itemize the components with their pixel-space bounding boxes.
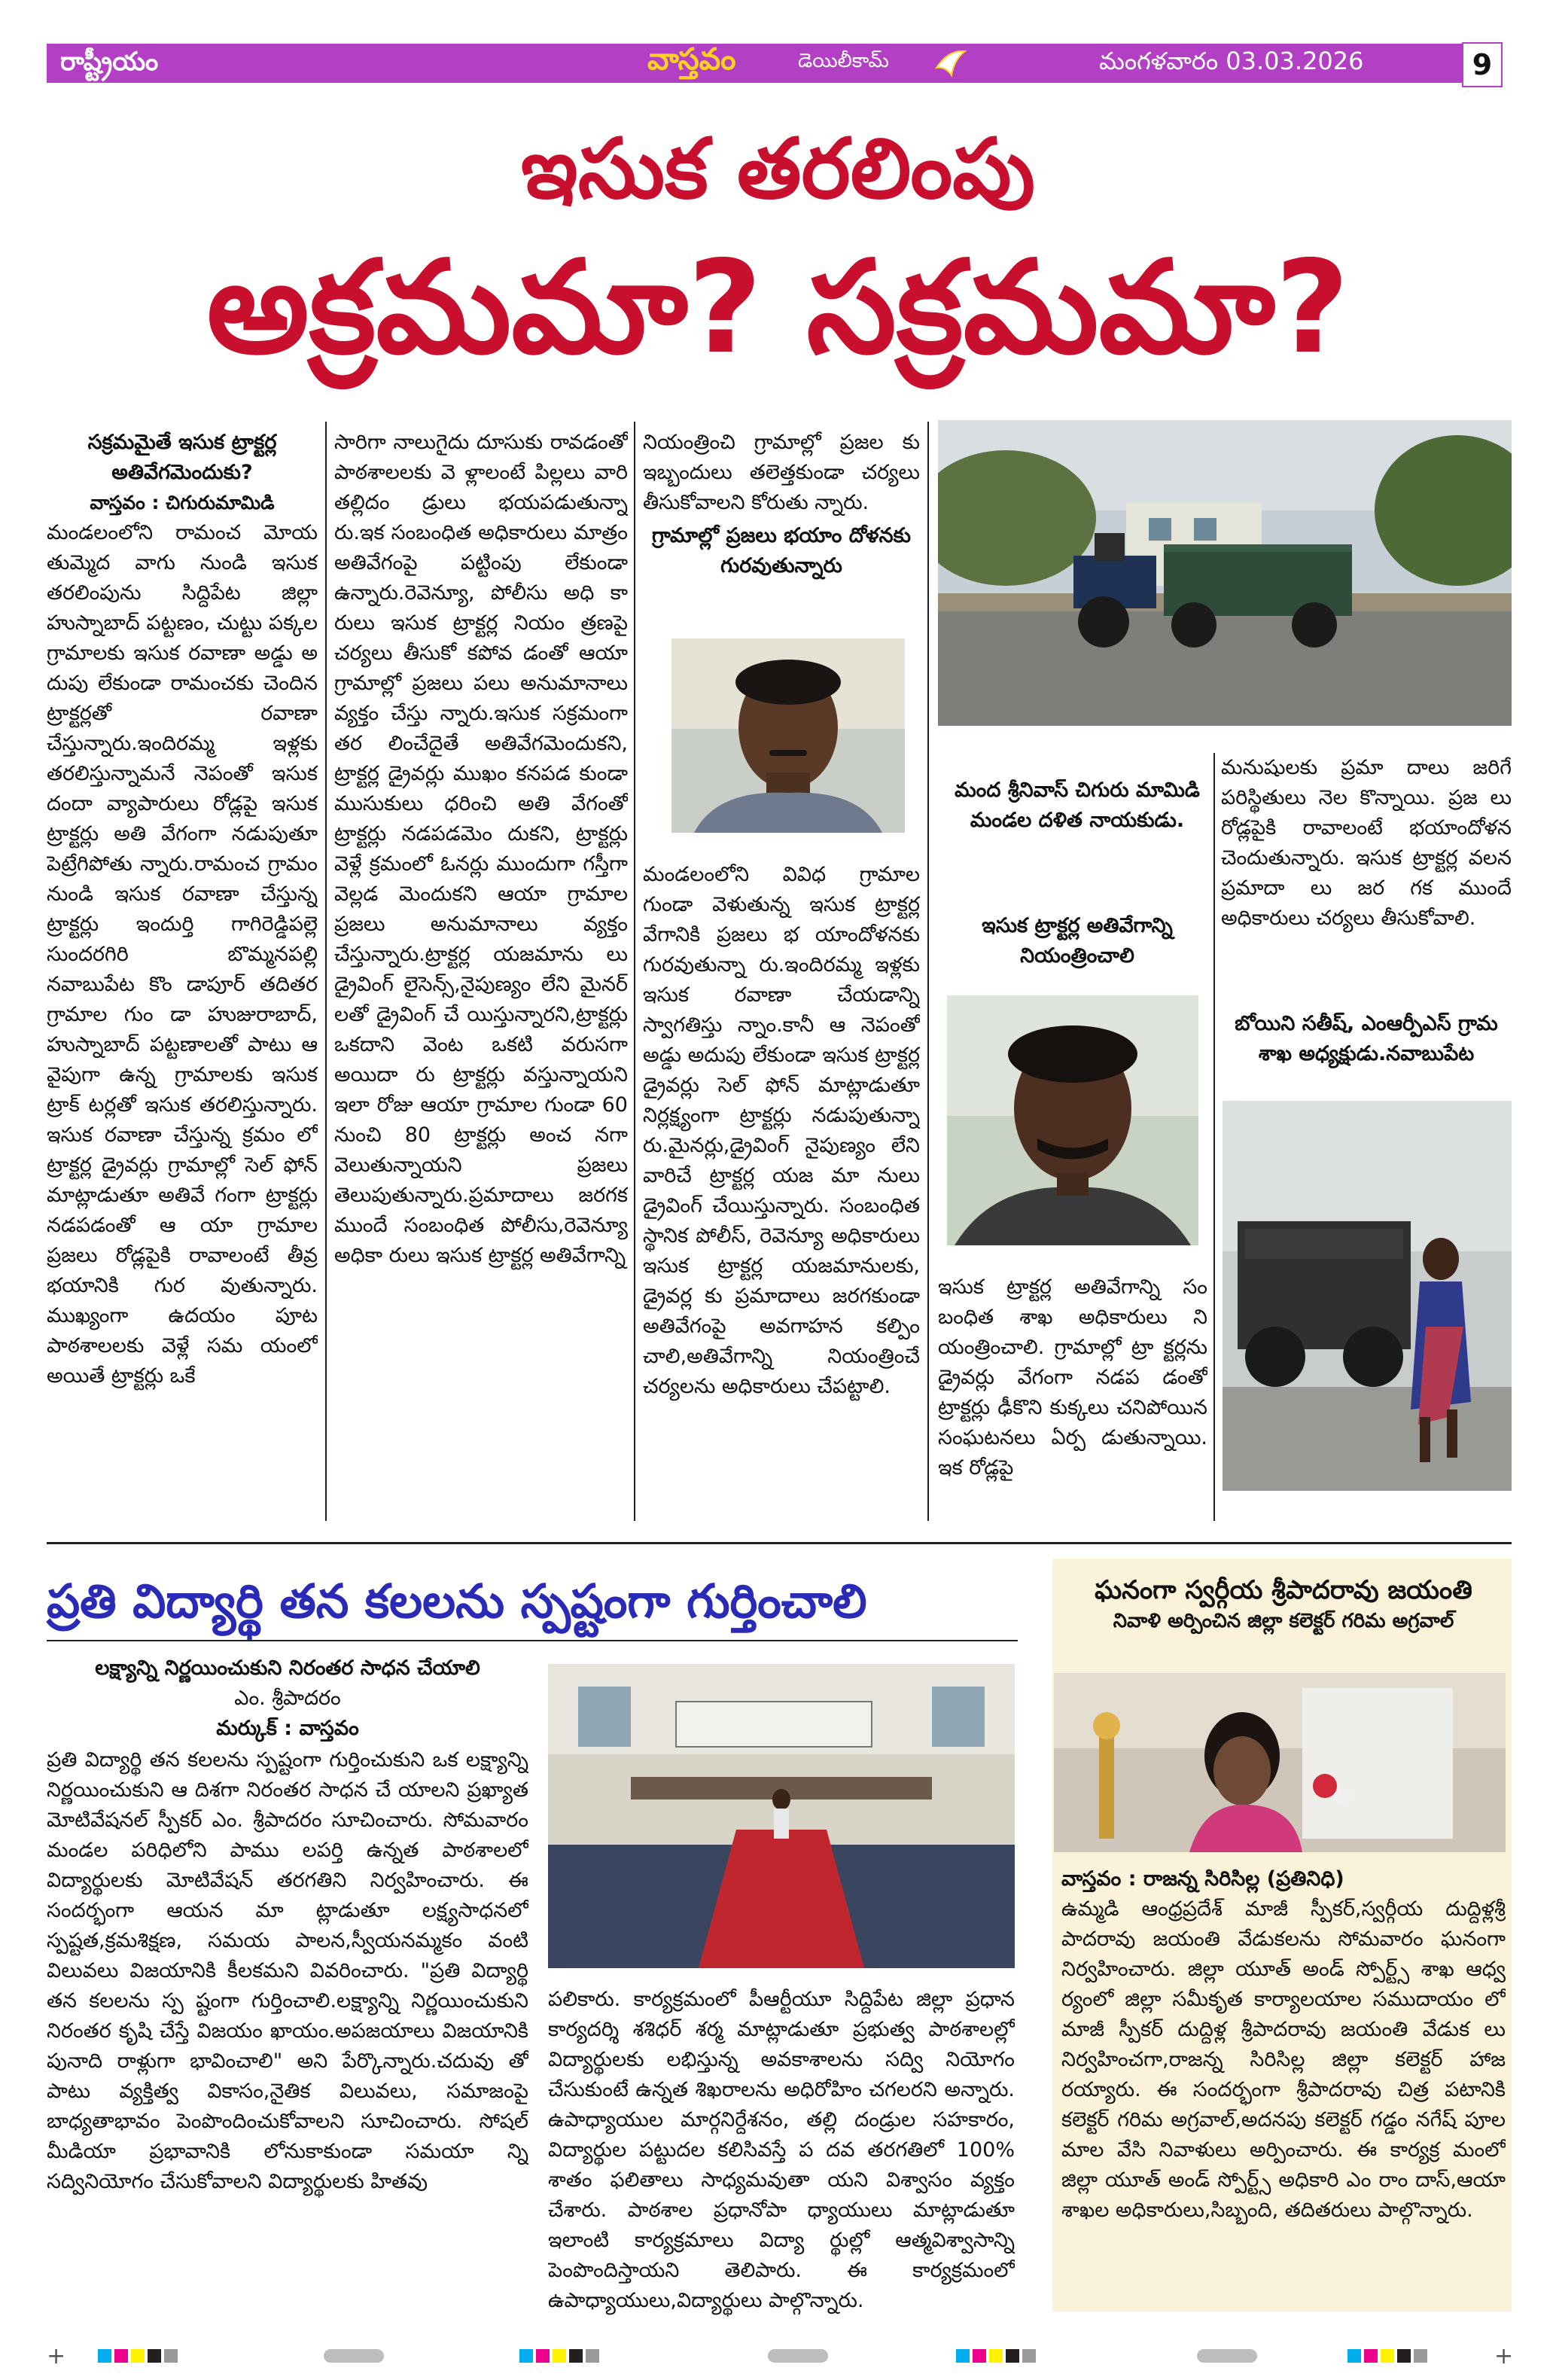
photo-srinivas-caption: మంద శ్రీనివాస్ చిగురు మామిడి మండల దళిత నాయకుడు. bbox=[955, 779, 1200, 832]
story2-dateline: మర్కుక్ : వాస్తవం bbox=[216, 1717, 359, 1740]
main-column-1 bbox=[47, 428, 318, 1512]
column-3-top-text: నియంత్రించి గ్రామాల్లో ప్రజల కు ఇబ్బందులు తలెత్తకుండా చర్యలు తీసుకోవాలని కోరుతు న్నారు. bbox=[643, 431, 920, 514]
main-column-3-bottom bbox=[643, 860, 920, 1522]
story3-dateline: వాస్తవం : రాజన్న సిరిసిల్ల (ప్రతినిధి) bbox=[1061, 1867, 1344, 1891]
section-divider bbox=[47, 1542, 1512, 1544]
story2-subhead: లక్ష్యాన్ని నిర్ణయించుకుని నిరంతర సాధన చేయాలి bbox=[95, 1656, 480, 1680]
column-3-bottom-text: మండలంలోని వివిధ గ్రామాల గుండా వెళుతున్న ఇసుక ట్రాక్టర్ల వేగానికి ప్రజలు భ యాందోళనకు గురవుతున్నా రు.ఇందిరమ్మ ఇళ్లకు ఇసుక రవాణా చేయడాన్ని స్వాగతిస్తు న్నాం.కానీ ఆ నెపంతో అడ్డు అదుపు లేకుండా ఇసుక ట్రాక్టర్ల డ్రైవర్లు సెల్ ఫోన్ మాట్లాడుతూ నిర్లక్ష్యంగా ట్రాక్టర్లు నడుపుతున్నా రు.మైనర్లు,డ్రైవింగ్ నైపుణ్యం లేని వారిచే ట్రాక్టర్ల యజ మా నులు డ్రైవింగ్ చేయిస్తున్నారు. సంబంధిత స్థానిక పోలీస్, రెవెన్యూ అధికారులు ఇసుక ట్రాక్టర్ల యజమానులకు, డ్రైవర్ల కు ప్రమాదాలు జరగకుండా అతివేగంపై అవగాహన కల్పిం చాలి,అతివేగాన్ని నియంత్రించే చర్యలను అధికారులు చేపట్టాలి. bbox=[643, 863, 920, 1398]
column-divider bbox=[325, 422, 327, 1521]
photo-tractor-road bbox=[938, 420, 1512, 726]
photo-collector-tribute bbox=[1054, 1673, 1506, 1852]
main-column-2 bbox=[334, 428, 628, 1512]
story2-column-1 bbox=[47, 1745, 528, 2333]
story3-text: ఉమ్మడి ఆంధ్రప్రదేశ్ మాజీ స్పీకర్,స్వర్గీయ దుద్దిళ్లశ్రీ పాదరావు జయంతి వేడుకలను సోమవారం ఘనంగా నిర్వహించారు. జిల్లా యూత్ అండ్ స్పోర్ట్స్ శాఖ ఆధ్వ ర్యంలో జిల్లా సమీకృత కార్యాలయాల సముదాయం లో మాజీ స్పీకర్ దుద్దిళ్ల శ్రీపాదరావు జయంతి వేడుక లు నిర్వహించగా,రాజన్న సిరిసిల్ల జిల్లా కలెక్టర్ హాజ రయ్యారు. ఈ సందర్భంగా శ్రీపాదరావు చిత్ర పటానికి కలెక్టర్ గరిమ అగ్రవాల్,అదనపు కలెక్టర్ గడ్డం నగేష్ పూల మాల వేసి నివాళులు అర్పించారు. ఈ కార్యక్ర మంలో జిల్లా యూత్ అండ్ స్పోర్ట్స్ అధికారి ఎం రాం దాస్,ఆయా శాఖల అధికారులు,సిబ్బంది, తదితరులు పాల్గొన్నారు. bbox=[1061, 1897, 1506, 2222]
column-4-text: ఇసుక ట్రాక్టర్ల అతివేగాన్ని సం బంధిత శాఖ అధికారులు ని యంత్రించాలి. గ్రామాల్లో ట్రా క్టర్లను డ్రైవర్లు వేగంగా నడప డంతో ట్రాక్టర్లు ఢీకొని కుక్కలు చనిపోయిన సంఘటనలు ఏర్ప డుతున్నాయి. ఇక రోడ్లపై bbox=[938, 1275, 1207, 1480]
story2-column-2 bbox=[548, 1985, 1015, 2331]
column-divider bbox=[634, 422, 635, 1521]
column-4-subhead: ఇసుక ట్రాక్టర్ల అతివేగాన్ని నియంత్రించాలి bbox=[982, 914, 1173, 968]
headline-underline bbox=[47, 1640, 1018, 1641]
main-column-3-top bbox=[643, 428, 920, 593]
column-1-text: మండలంలోని రామంచ మోయ తుమ్మెద వాగు నుండి ఇసుక తరలింపును సిద్దిపేట జిల్లా హుస్నాబాద్ పట్టణం, చుట్టు పక్కల గ్రామాలకు ఇసుక రవాణా అడ్డు అ దుపు లేకుండా రామంచకు చెందిన ట్రాక్టర్లతో రవాణా చేస్తున్నారు.ఇందిరమ్మ ఇళ్లకు తరలిస్తున్నామనే నెపంతో ఇసుక దందా వ్యాపారులు రోడ్లపై ఇసుక ట్రాక్టర్లు అతి వేగంగా నడుపుతూ పెట్రేగిపోతు న్నారు.రామంచ గ్రామం నుండి ఇసుక రవాణా చేస్తున్న ట్రాక్టర్లు ఇందుర్తి గాగిరెడ్డిపల్లె సుందరగిరి బొమ్మనపల్లి నవాబుపేట కొం డాపూర్ తదితర గ్రామాల గుం డా హుజురాబాద్, హుస్నాబాద్ పట్టణాలతో పాటు ఆ వైపుగా ఉన్న గ్రామాలకు ఇసుక ట్రాక్ టర్లతో ఇసుక తరలిస్తున్నారు. ఇసుక రవాణా చేస్తున్న క్రమం లో ట్రాక్టర్ల డ్రైవర్లు గ్రామాల్లో సెల్ ఫోన్ మాట్లాడుతూ అతివే గంగా ట్రాక్టర్లు నడపడంతో ఆ యా గ్రామాల ప్రజలు రోడ్లపైకి రావాలంటే తీవ్ర భయానికి గుర వుతున్నారు. ముఖ్యంగా ఉదయం పూట పాఠశాలలకు వెళ్లే సమ యంలో అయితే ట్రాక్టర్లు ఒకే bbox=[47, 521, 318, 1388]
bird-logo-icon bbox=[933, 45, 968, 80]
page-number: 9 bbox=[1462, 42, 1503, 87]
column-1-subhead: సక్రమమైతే ఇసుక ట్రాక్టర్ల అతివేగమెందుకు? bbox=[87, 431, 277, 484]
story3-body bbox=[1061, 1864, 1506, 2308]
registration-mark-icon: + bbox=[47, 2343, 66, 2369]
section-label: రాష్ట్రీయం bbox=[60, 47, 159, 77]
photo-classroom-event bbox=[548, 1664, 1015, 1968]
story2-speaker: ఎం. శ్రీపాదరం bbox=[234, 1687, 341, 1710]
dateline: వాస్తవం : చిగురుమామిడి bbox=[90, 492, 275, 513]
color-calibration-strip bbox=[98, 2349, 1468, 2363]
story3-subhead: నివాళి అర్పించిన జిల్లా కలెక్టర్ గరిమ అగ్రవాల్ bbox=[1113, 1610, 1454, 1632]
person-portrait-icon bbox=[947, 995, 1198, 1245]
column-2-text: సారిగా నాలుగైదు దూసుకు రావడంతో పాఠశాలలకు వె ళ్లాలంటే పిల్లలు వారి తల్లిదం డ్రులు భయపడుతున్నా రు.ఇక సంబంధిత అధికారులు మాత్రం అతివేగంపై పట్టింపు లేకుండా ఉన్నారు.రెవెన్యూ, పోలీసు అధి కా రులు ఇసుక ట్రాక్టర్ల నియం త్రణపై చర్యలు తీసుకో కపోవ డంతో ఆయా గ్రామాల్లో ప్రజలు పలు అనుమానాలు వ్యక్తం చేస్తు న్నారు.ఇసుక సక్రమంగా తర లించేదైతే అతివేగమెందుకని, ట్రాక్టర్ల డ్రైవర్లు ముఖం కనపడ కుండా ముసుకులు ధరించి అతి వేగంతో ట్రాక్టర్లు నడపడమెం దుకని, ట్రాక్టర్లు వెళ్లే క్రమంలో ఓనర్లు ముందుగా గస్తీగా వెల్లడ మెందుకని ఆయా గ్రామాల ప్రజలు అనుమానాలు వ్యక్తం చేస్తున్నారు.ట్రాక్టర్ల యజమాను లు డ్రైవింగ్ లైసెన్స్,నైపుణ్యం లేని మైనర్ లతో డ్రైవింగ్ చే యిస్తున్నారని,ట్రాక్టర్లు ఒకదాని వెంట ఒకటి వరుసగా అయిదా రు ట్రాక్టర్లు వస్తున్నాయని ఇలా రోజు ఆయా గ్రామాల గుండా 60 నుంచి 80 ట్రాక్టర్లు అంచ నగా వెలుతున్నాయని ప్రజలు తెలుపుతున్నారు.ప్రమాదాలు జరగక ముందే సంబంధిత పోలీసు,రెవెన్యూ అధికా రులు ఇసుక ట్రాక్టర్ల అతివేగాన్ని bbox=[334, 431, 628, 1267]
column-divider bbox=[927, 422, 929, 1521]
main-kicker: ఇసుక తరలింపు bbox=[521, 120, 1035, 217]
photo-srinivas bbox=[671, 638, 905, 833]
classroom-scene-icon bbox=[548, 1664, 1015, 1968]
story2-byline-block bbox=[47, 1653, 528, 1744]
issue-date: మంగళవారం 03.03.2026 bbox=[1099, 47, 1364, 75]
paper-suffix: డెయిలీకామ్ bbox=[798, 50, 889, 72]
tractor-scene-icon bbox=[938, 420, 1512, 726]
main-column-4 bbox=[938, 1272, 1207, 1521]
person-portrait-icon bbox=[671, 638, 905, 833]
story2-column-2-text: పలికారు. కార్యక్రమంలో పీఆర్టీయూ సిద్దిపేట జిల్లా ప్రధాన కార్యదర్శి శశిధర్ శర్మ మాట్లాడుతూ ప్రభుత్వ పాఠశాలల్లో విద్యార్థులకు లభిస్తున్న అవకాశాలను సద్వి నియోగం చేసుకుంటే ఉన్నత శిఖరాలను అధిరోహిం చగలరని అన్నారు. ఉపాధ్యాయుల మార్గనిర్దేశనం, తల్లి దండ్రుల సహకారం, విద్యార్థుల పట్టుదల కలిసివస్తే ప దవ తరగతిలో 100% శాతం ఫలితాలు సాధ్యమవుతా యని విశ్వాసం వ్యక్తం చేశారు. పాఠశాల ప్రధానోపా ధ్యాయులు మాట్లాడుతూ ఇలాంటి కార్యక్రమాలు విద్యా ర్థుల్లో ఆత్మవిశ్వాసాన్ని పెంపొందిస్తాయని తెలిపారు. ఈ కార్యక్రమంలో ఉపాధ్యాయులు,విద్యార్థులు పాల్గొన్నారు. bbox=[548, 1988, 1015, 2312]
photo-satish-caption: బోయిని సతీష్, ఎంఆర్పీఎస్ గ్రామ శాఖ అధ్యక్షుడు.నవాబుపేట bbox=[1235, 1012, 1498, 1065]
main-column-5 bbox=[1221, 753, 1512, 934]
column-5-text: మనుషులకు ప్రమా దాలు జరిగే పరిస్థితులు నెల కొన్నాయి. ప్రజ లు రోడ్లపైకి రావాలంటే భయాందోళన చెందుతున్నారు. ఇసుక ట్రాక్టర్ల వలన ప్రమాదా లు జర గక ముందే అధికారులు చర్యలు తీసుకోవాలి. bbox=[1221, 756, 1512, 930]
column-divider bbox=[1213, 753, 1215, 1521]
story3-headline: ఘనంగా స్వర్గీయ శ్రీపాదరావు జయంతి bbox=[1095, 1575, 1472, 1605]
photo-woman-tractor bbox=[1223, 1101, 1512, 1491]
column-3-subhead: గ్రామాల్లో ప్రజలు భయాం దోళనకు గురవుతున్నారు bbox=[652, 524, 911, 577]
main-headline: అక్రమమా? సక్రమమా? bbox=[206, 233, 1350, 382]
paper-name: వాస్తవం bbox=[647, 42, 736, 77]
story2-column-1-text: ప్రతి విద్యార్థి తన కలలను స్పష్టంగా గుర్తించుకుని ఒక లక్ష్యాన్ని నిర్ణయించుకుని ఆ దిశగా నిరంతర సాధన చే యాలని ప్రఖ్యాత మోటివేషనల్ స్పీకర్ ఎం. శ్రీపాదరం సూచించారు. సోమవారం మండల పరిధిలోని పాము లపర్తి ఉన్నత పాఠశాలలో విద్యార్థులకు మోటివేషన్ తరగతిని నిర్వహించారు. ఈ సందర్భంగా ఆయన మా ట్లాడుతూ లక్ష్యసాధనలో స్పష్టత,క్రమశిక్షణ, సమయ పాలన,స్వీయనమ్మకం వంటి విలువలు విజయానికి కీలకమని వివరించారు. "ప్రతి విద్యార్థి తన కలలను స్ప ష్టంగా గుర్తించాలి.లక్ష్యాన్ని నిర్ణయించుకుని నిరంతర కృషి చేస్తే విజయం ఖాయం.అపజయాలు విజయానికి పునాది రాళ్లుగా భావించాలి" అని పేర్కొన్నారు.చదువు తో పాటు వ్యక్తిత్వ వికాసం,నైతిక విలువలు, సమాజంపై బాధ్యతాభావం పెంపొందించుకోవాలని సూచించారు. సోషల్ మీడియా ప్రభావానికి లోనుకాకుండా సమయా న్ని సద్వినియోగం చేసుకోవాలని విద్యార్థులకు హితవు bbox=[47, 1748, 528, 2193]
woman-road-scene-icon bbox=[1223, 1101, 1512, 1491]
story2-headline: ప్రతి విద్యార్థి తన కలలను స్పష్టంగా గుర్తించాలి bbox=[47, 1574, 867, 1629]
registration-mark-icon: + bbox=[1494, 2343, 1514, 2369]
tribute-scene-icon bbox=[1054, 1673, 1506, 1852]
photo-satish bbox=[947, 995, 1198, 1245]
